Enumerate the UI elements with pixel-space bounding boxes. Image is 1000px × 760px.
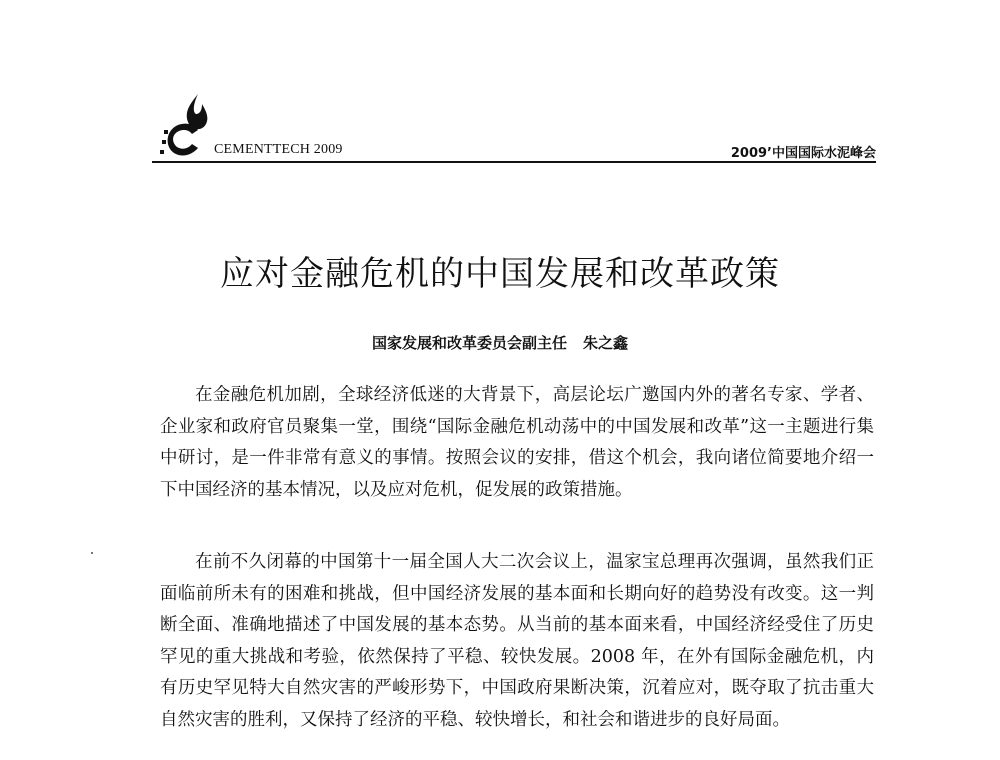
author-role: 国家发展和改革委员会副主任 bbox=[371, 334, 567, 352]
paragraph-2: 在前不久闭幕的中国第十一届全国人大二次会议上，温家宝总理再次强调，虽然我们正面临前所未有的困难和挑战，但中国经济发展的基本面和长期向好的趋势没有改变。这一判断全面、准确地描述了中国发展的基本态势。从当前的基本面来看，中国经济经受住了历史罕见的重大挑战和考验，依然保持了平稳、较快发展。2008 年，在外有国际金融危机，内有历史罕见特大自然灾害的严峻形势下，中国政府果断决策，沉着应对，既夺取了抗击重大自然灾害的胜利，又保持了经济的平稳、较快增长，和社会和谐进步的良好局面。 bbox=[160, 552, 874, 730]
header-publication-name: CEMENTTECH 2009 bbox=[214, 142, 343, 157]
author-name: 朱之鑫 bbox=[583, 334, 629, 352]
header-divider bbox=[152, 161, 876, 163]
paragraph-1: 在金融危机加剧，全球经济低迷的大背景下，高层论坛广邀国内外的著名专家、学者、企业家和政府官员聚集一堂，围绕“国际金融危机动荡中的中国发展和改革”这一主题进行集中研讨，是一件非常有意义的事情。按照会议的安排，借这个机会，我向诸位简要地介绍一下中国经济的基本情况，以及应对危机，促发展的政策措施。 bbox=[160, 385, 874, 500]
cementtech-logo-icon bbox=[158, 92, 216, 158]
header-conference-name: 2009’中国国际水泥峰会 bbox=[730, 146, 876, 161]
article-title: 应对金融危机的中国发展和改革政策 bbox=[220, 254, 780, 294]
scan-speck bbox=[91, 552, 93, 554]
author-byline bbox=[0, 332, 1000, 353]
